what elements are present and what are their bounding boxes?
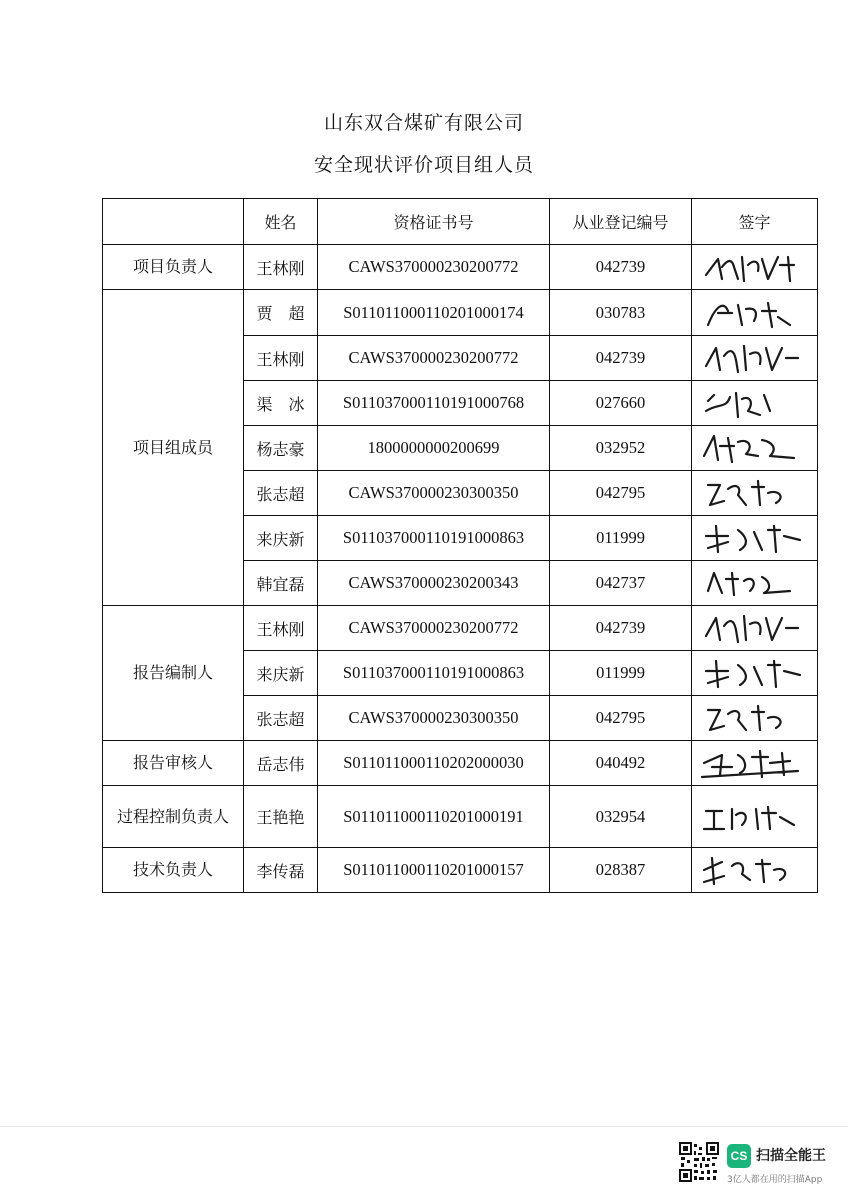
table-row [103,606,818,651]
handwritten-signature [692,471,814,515]
signature-cell [692,381,818,426]
cert-number: S011011000110201000174 [318,290,550,336]
signature-cell [692,786,818,848]
signature-cell [692,245,818,290]
handwritten-signature [692,795,814,839]
footer-divider [0,1126,848,1127]
handwritten-signature [692,561,814,605]
cert-number: S011037000110191000768 [318,381,550,426]
company-title: 山东双合煤矿有限公司 [323,112,524,134]
person-name: 王林刚 [244,606,318,651]
person-name: 张志超 [244,696,318,741]
cert-number: S011011000110202000030 [318,741,550,786]
registration-number: 040492 [550,741,692,786]
signature-cell [692,606,818,651]
qr-code-icon [679,1142,719,1182]
registration-number: 032952 [550,426,692,471]
signature-cell [692,651,818,696]
cert-number: CAWS370000230200343 [318,561,550,606]
cert-number: 1800000000200699 [318,426,550,471]
signature-cell [692,471,818,516]
cert-number: S011011000110201000191 [318,786,550,848]
person-name: 渠 冰 [244,381,318,426]
group-report-reviewer: 报告审核人 [103,741,244,786]
cert-number: CAWS370000230200772 [318,606,550,651]
handwritten-signature [692,848,814,892]
signature-cell [692,290,818,336]
group-tech-lead: 技术负责人 [103,848,244,893]
cert-number: CAWS370000230300350 [318,471,550,516]
document-subtitle: 安全现状评价项目组人员 [313,154,534,176]
handwritten-signature [692,741,814,785]
table-row [103,290,818,336]
registration-number: 042737 [550,561,692,606]
person-name: 李传磊 [244,848,318,893]
brand-name: 扫描全能王 [756,1148,826,1164]
signature-cell [692,516,818,561]
signature-cell [692,696,818,741]
handwritten-signature [692,291,814,335]
person-name: 张志超 [244,471,318,516]
person-name: 岳志伟 [244,741,318,786]
handwritten-signature [692,516,814,560]
person-name: 王林刚 [244,245,318,290]
cert-number: S011037000110191000863 [318,516,550,561]
person-name: 王林刚 [244,336,318,381]
handwritten-signature [692,696,814,740]
cert-number: CAWS370000230300350 [318,696,550,741]
cert-number: CAWS370000230200772 [318,245,550,290]
group-process-control: 过程控制负责人 [103,786,244,848]
brand-tagline: 3亿人都在用的扫描App [727,1175,823,1185]
signature-cell [692,426,818,471]
table-row [103,786,818,848]
registration-number: 011999 [550,516,692,561]
handwritten-signature [692,651,814,695]
signature-cell [692,741,818,786]
registration-number: 030783 [550,290,692,336]
table-row [103,741,818,786]
cert-number: S011011000110201000157 [318,848,550,893]
signature-cell [692,848,818,893]
person-name: 来庆新 [244,516,318,561]
personnel-table [102,198,818,893]
cert-number: CAWS370000230200772 [318,336,550,381]
header-cert-number: 资格证书号 [318,199,550,245]
table-header-row [103,199,818,245]
person-name: 王艳艳 [244,786,318,848]
signature-cell [692,561,818,606]
group-project-lead: 项目负责人 [103,245,244,290]
handwritten-signature [692,426,814,470]
handwritten-signature [692,381,814,425]
table-row [103,848,818,893]
cert-number: S011037000110191000863 [318,651,550,696]
header-registration-number: 从业登记编号 [550,199,692,245]
handwritten-signature [692,245,814,289]
person-name: 杨志豪 [244,426,318,471]
signature-cell [692,336,818,381]
registration-number: 032954 [550,786,692,848]
person-name: 贾 超 [244,290,318,336]
registration-number: 042795 [550,471,692,516]
person-name: 韩宜磊 [244,561,318,606]
table-row [103,245,818,290]
registration-number: 042739 [550,606,692,651]
registration-number: 042739 [550,336,692,381]
registration-number: 027660 [550,381,692,426]
registration-number: 042795 [550,696,692,741]
registration-number: 042739 [550,245,692,290]
header-name: 姓名 [244,199,318,245]
person-name: 来庆新 [244,651,318,696]
header-signature: 签字 [692,199,818,245]
handwritten-signature [692,336,814,380]
group-team-members: 项目组成员 [103,290,244,606]
handwritten-signature [692,606,814,650]
registration-number: 028387 [550,848,692,893]
registration-number: 011999 [550,651,692,696]
header-cell-blank [103,199,244,245]
group-report-authors: 报告编制人 [103,606,244,741]
camscanner-logo-icon: CS [727,1144,751,1168]
